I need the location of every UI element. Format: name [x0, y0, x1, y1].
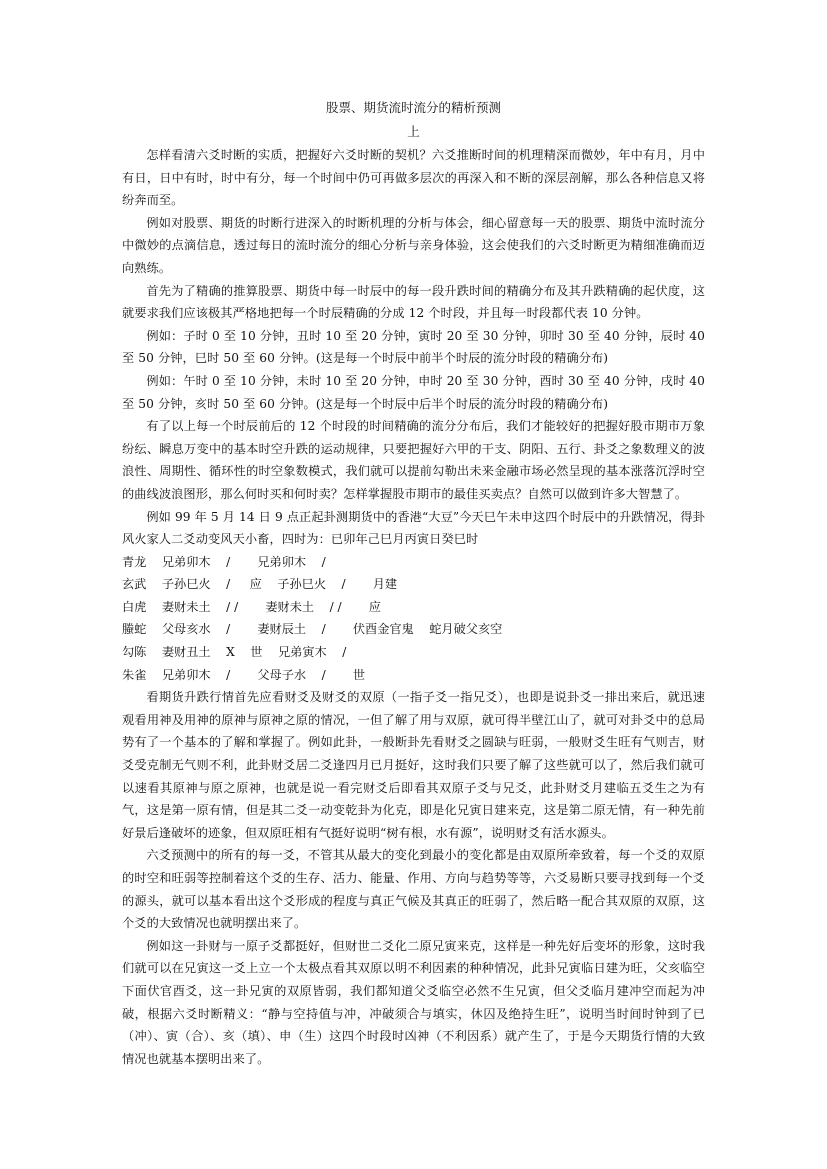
paragraph-7: 例如 99 年 5 月 14 日 9 点正起卦测期货中的香港“大豆”今天巳午未申这四个时辰中的升跌情况，得卦风火家人二爻动变风天小畜，四时为：已卯年己巳月丙寅日癸巳时 [122, 509, 705, 547]
hexagram-row: 螣蛇 父母亥水 / 妻财辰土 / 伏酉金官鬼 蛇月破父亥空 [122, 622, 503, 637]
paragraph-10: 例如这一卦财与一原子爻都挺好，但财世二爻化二原兄寅来克，这样是一种先好后变坏的形象，这时我们就可以在兄寅这一爻上立一个太极点看其双原以明不利因素的种种情况，此卦兄寅临日建为旺，父亥临空下面伏官酉爻，这一卦兄寅的双原皆弱，我们都知道父爻临空必然不生兄寅，但父爻临月建冲空而起为冲破，根据六爻时断精义：“静与空持值与冲，冲破须合与填实，休囚及绝持生旺”，说明当时间时钟到了已（冲）、寅（合）、亥（填）、申（生）这四个时段时凶神（不利因系）就产生了，于是今天期货行情的大致情况也就基本摆明出来了。 [122, 938, 705, 1066]
hexagram-row: 白虎 妻财未土 / / 妻财未土 / / 应 [122, 599, 381, 614]
hexagram-table [122, 551, 705, 687]
hexagram-row: 朱雀 兄弟卯木 / 父母子水 / 世 [122, 667, 366, 682]
page-title: 股票、期货流时流分的精析预测 [325, 100, 501, 115]
hexagram-row: 青龙 兄弟卯木 / 兄弟卯木 / [122, 554, 326, 569]
hexagram-row: 勾陈 妻财丑土 X 世 兄弟寅木 / [122, 645, 347, 660]
hexagram-row: 玄武 子孙巳火 / 应 子孙巳火 / 月建 [122, 577, 398, 592]
paragraph-2: 例如对股票、期货的时断行进深入的时断机理的分析与体会，细心留意每一天的股票、期货中流时流分中微妙的点滴信息，透过每日的流时流分的细心分析与亲身体验，这会使我们的六爻时断更为精细准确而迈向熟练。 [122, 215, 705, 275]
paragraph-1: 怎样看清六爻时断的实质，把握好六爻时断的契机？六爻推断时间的机理精深而微妙，年中有月，月中有日，日中有时，时中有分，每一个时间中仍可再做多层次的再深入和不断的深层剖解，那么各种信息又将纷奔而至。 [122, 148, 705, 208]
paragraph-6: 有了以上每一个时辰前后的 12 个时段的时间精确的流分分布后，我们才能较好的把握好股市期市万象纷纭、瞬息万变中的基本时空升跌的运动规律，只要把握好六甲的干支、阴阳、五行、卦爻之象数理义的波浪性、周期性、循环性的时空象数模式，我们就可以提前勾勒出未来金融市场必然呈现的基本涨落沉浮时空的曲线波浪图形，那么何时买和何时卖？怎样掌握股市期市的最佳买卖点？自然可以做到许多大智慧了。 [122, 419, 705, 501]
paragraph-4: 例如：子时 0 至 10 分钟，丑时 10 至 20 分钟，寅时 20 至 30 分钟，卯时 30 至 40 分钟，辰时 40 至 50 分钟，巳时 50 至 60 分钟。(这是每一个时辰中前半个时辰的流分时段的精确分布) [122, 328, 705, 366]
paragraph-5: 例如：午时 0 至 10 分钟，未时 10 至 20 分钟，申时 20 至 30 分钟，酉时 30 至 40 分钟，戌时 40 至 50 分钟，亥时 50 至 60 分钟。(这是每一个时辰中后半个时辰的流分时段的精确分布) [122, 373, 705, 411]
paragraph-8: 看期货升跌行情首先应看财爻及财爻的双原（一指子爻一指兄爻），也即是说卦爻一排出来后，就迅速观看用神及用神的原神与原神之原的情况，一但了解了用与双原，就可得半壁江山了，就可对卦爻中的总局势有了一个基本的了解和掌握了。例如此卦，一般断卦先看财爻之圆缺与旺弱，一般财爻生旺有气则吉，财爻受克制无气则不利，此卦财爻居二爻逢四月已月挺好，这时我们只要了解了这些就可以了，然后我们就可以速看其原神与原之原神，也就是说一看完财爻后即看其双原子爻与兄爻，此卦财爻月建临五爻生之为有气，这是第一原有情，但是其二爻一动变乾卦为化克，即是化兄寅日建来克，这是第二原无情，有一种先前好景后逢破坏的迹象，但双原旺相有气挺好说明“树有根，水有源”，说明财爻有活水源头。 [122, 690, 705, 840]
section-subtitle: 上 [407, 124, 420, 139]
paragraph-3: 首先为了精确的推算股票、期货中每一时辰中的每一段升跌时间的精确分布及其升跌精确的起伏度，这就要求我们应该极其严格地把每一个时辰精确的分成 12 个时段，并且每一时段都代表 10 分钟。 [122, 283, 705, 321]
paragraph-9: 六爻预测中的所有的每一爻，不管其从最大的变化到最小的变化都是由双原所牵致着，每一个爻的双原的时空和旺弱等控制着这个爻的生存、活力、能量、作用、方向与趋势等等，六爻易断只要寻找到每一个爻的源头，就可以基本看出这个爻形成的程度与真正气候及其真正的旺弱了，然后略一配合其双原的双原，这个爻的大致情况也就明摆出来了。 [122, 848, 705, 931]
